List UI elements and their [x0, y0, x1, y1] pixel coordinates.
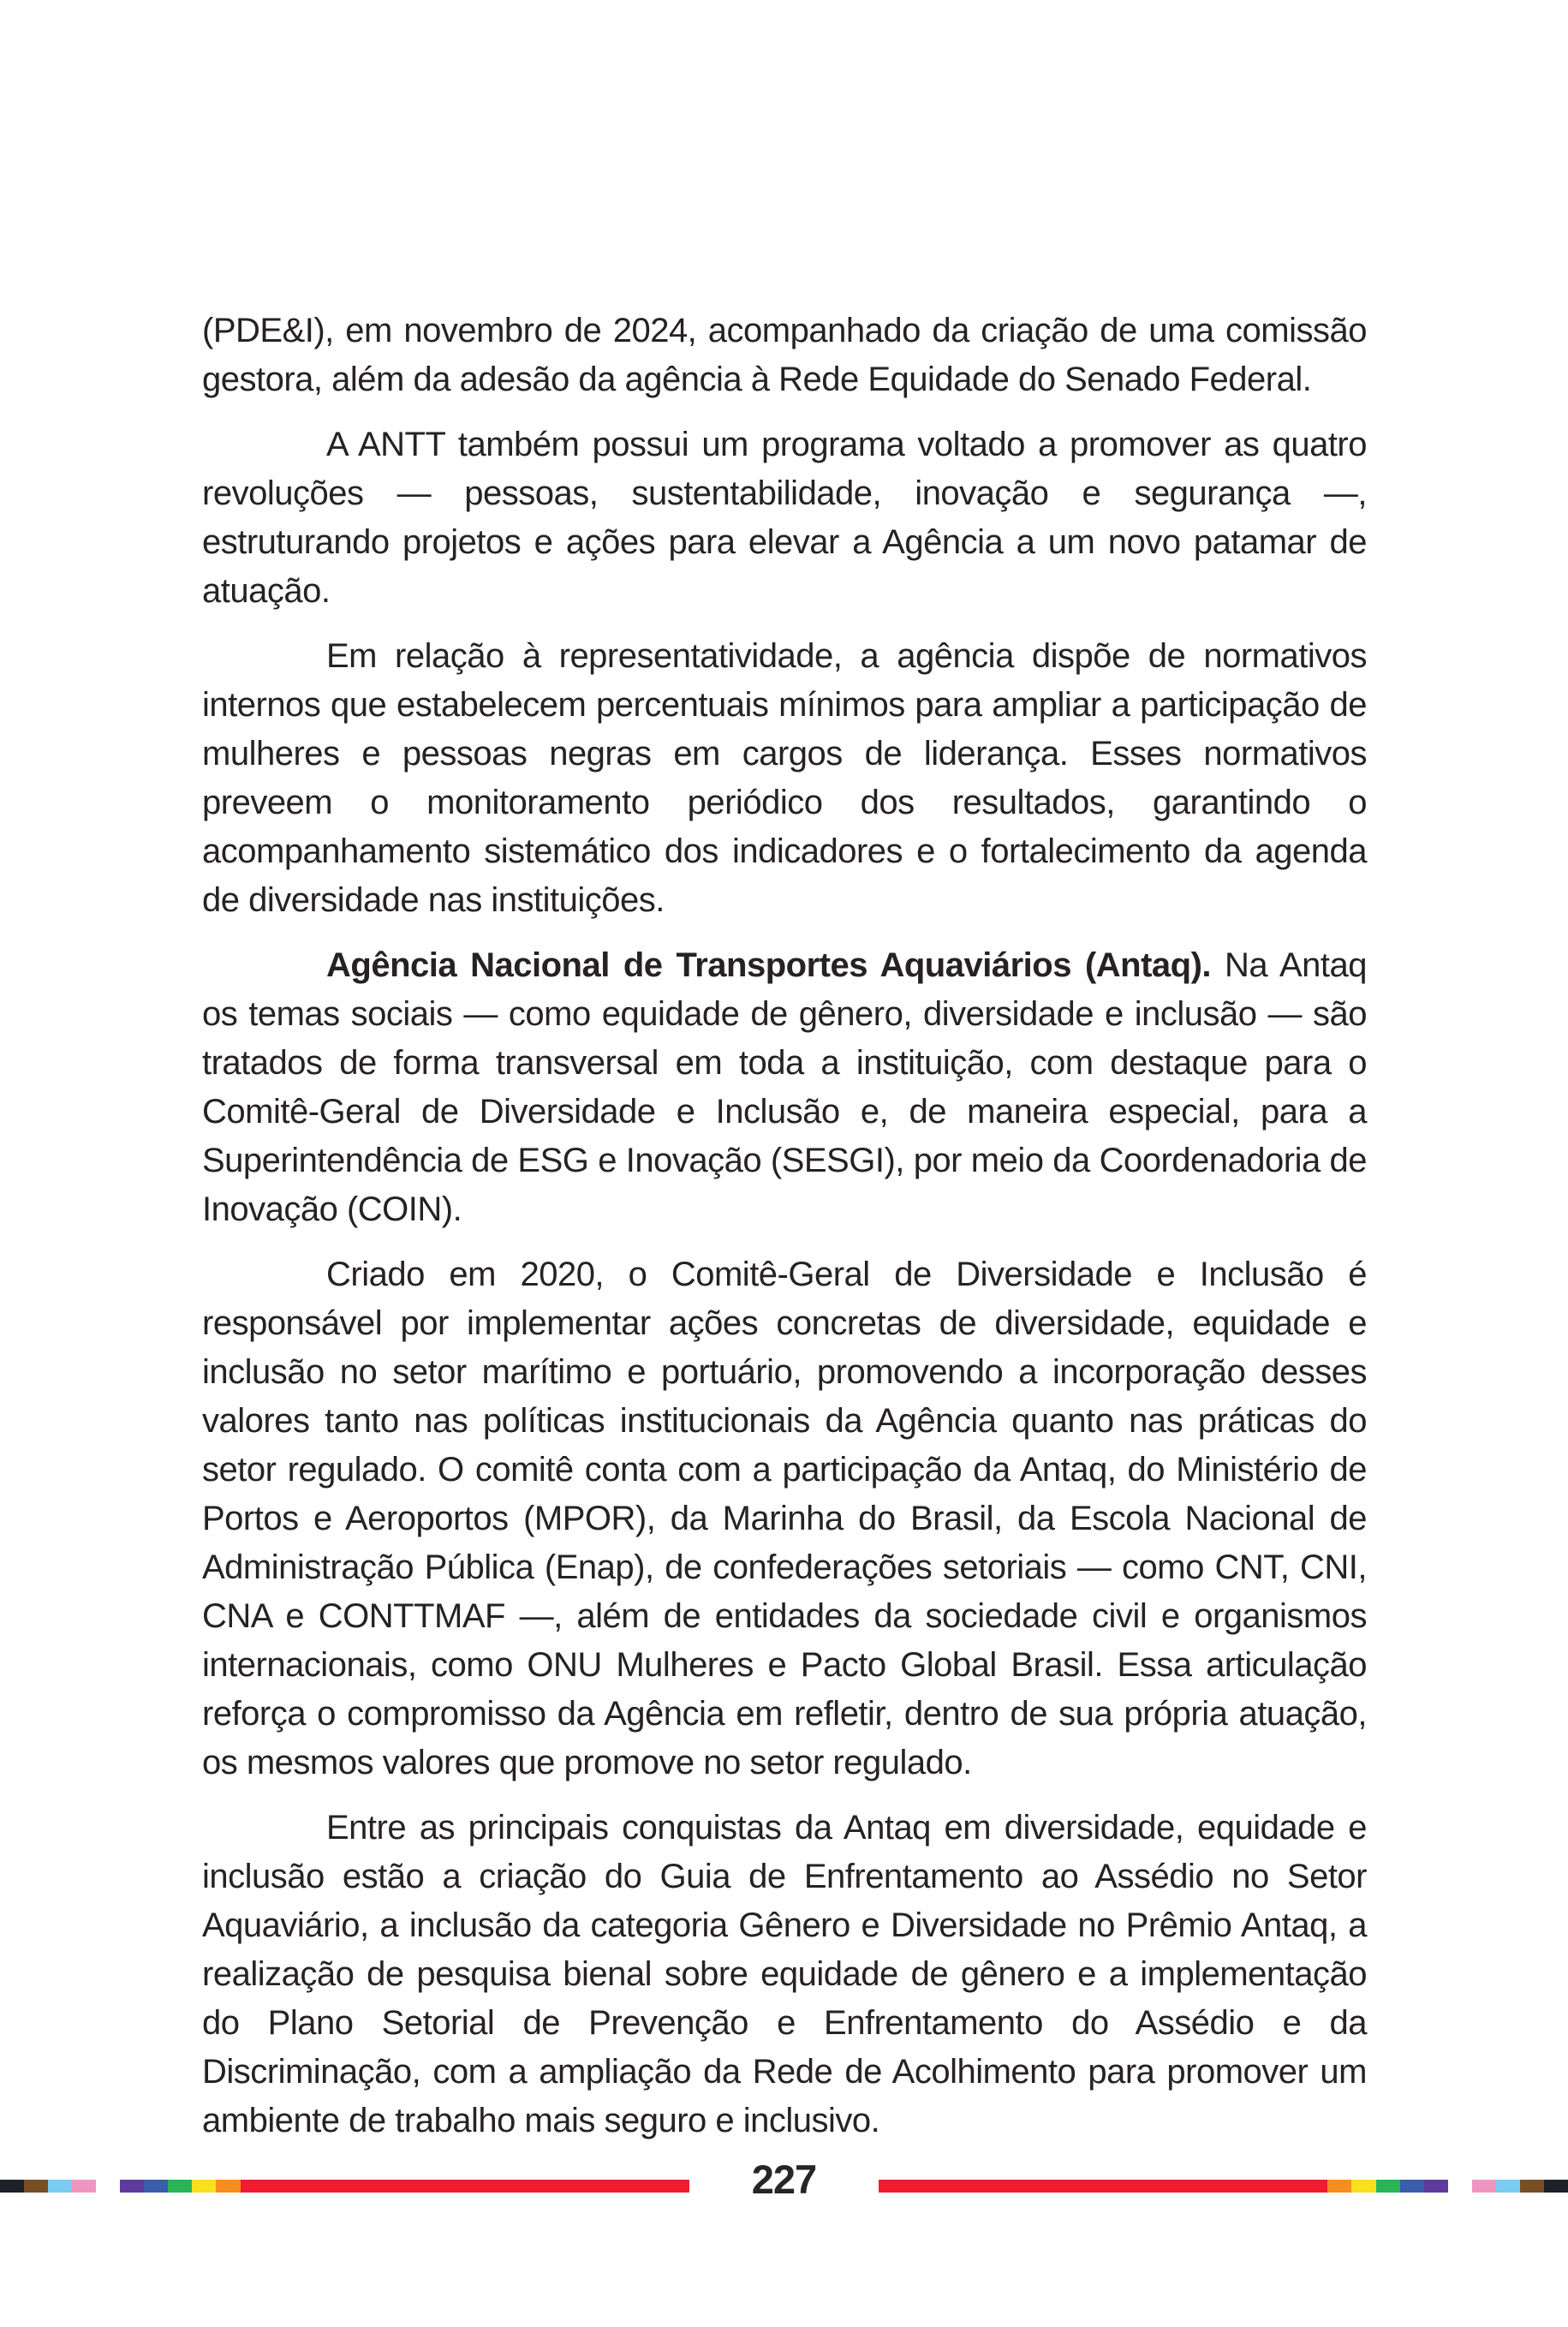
- paragraph: [202, 421, 1367, 616]
- paragraph-lead: Agência Nacional de Transportes Aquaviários (Antaq).: [326, 946, 1212, 984]
- pride-stripe-orange: [1327, 2180, 1351, 2193]
- pride-stripe-pink: [1472, 2180, 1496, 2193]
- pride-stripe-orange: [216, 2180, 241, 2193]
- paragraph: [202, 1804, 1367, 2145]
- paragraph-text: Em relação à representatividade, a agência dispõe de normativos internos que estabelecem percentuais mínimos para ampliar a participação de mulheres e pessoas negras em cargos de liderança. Esses normativos preveem o monitoramento periódico dos resultados, garantindo o acompanhamento sistemático dos indicadores e o fortalecimento da agenda de diversidade nas instituições.: [202, 637, 1367, 919]
- paragraph-text: Criado em 2020, o Comitê-Geral de Diversidade e Inclusão é responsável por implementar ações concretas de diversidade, equidade e inclusão no setor marítimo e portuário, promovendo a incorporação desses valores tanto nas políticas institucionais da Agência quanto nas práticas do setor regulado. O comitê conta com a participação da Antaq, do Ministério de Portos e Aeroportos (MPOR), da Marinha do Brasil, da Escola Nacional de Administração Pública (Enap), de confederações setoriais — como CNT, CNI, CNA e CONTTMAF —, além de entidades da sociedade civil e organismos internacionais, como ONU Mulheres e Pacto Global Brasil. Essa articulação reforça o compromisso da Agência em refletir, dentro de sua própria atuação, os mesmos valores que promove no setor regulado.: [202, 1256, 1367, 1781]
- paragraph-text: A ANTT também possui um programa voltado a promover as quatro revoluções — pessoas, sustentabilidade, inovação e segurança —, estruturando projetos e ações para elevar a Agência a um novo patamar de atuação.: [202, 426, 1367, 610]
- pride-stripe-purple: [1424, 2180, 1448, 2193]
- pride-stripe-black: [1544, 2180, 1568, 2193]
- pride-stripe-brown: [24, 2180, 48, 2193]
- paragraph: [202, 941, 1367, 1234]
- paragraph: [202, 632, 1367, 925]
- pride-stripe-yellow: [1351, 2180, 1376, 2193]
- pride-stripe-purple: [120, 2180, 144, 2193]
- pride-stripe-brown: [1520, 2180, 1544, 2193]
- pride-stripe-green: [1376, 2180, 1400, 2193]
- pride-stripe-pink: [72, 2180, 96, 2193]
- paragraph: [202, 307, 1367, 404]
- pride-stripe-blue: [1400, 2180, 1424, 2193]
- pride-stripe-blue: [144, 2180, 168, 2193]
- paragraph-text: Na Antaq os temas sociais — como equidade de gênero, diversidade e inclusão — são tratados de forma transversal em toda a instituição, com destaque para o Comitê-Geral de Diversidade e Inclusão e, de maneira especial, para a Superintendência de ESG e Inovação (SESGI), por meio da Coordenadoria de Inovação (COIN).: [202, 946, 1368, 1228]
- pride-stripe-yellow: [192, 2180, 216, 2193]
- page-body-text: [202, 307, 1367, 2162]
- pride-stripe-red: [879, 2180, 1327, 2193]
- pride-stripe-green: [168, 2180, 192, 2193]
- paragraph-text: Entre as principais conquistas da Antaq em diversidade, equidade e inclusão estão a criação do Guia de Enfrentamento ao Assédio no Setor Aquaviário, a inclusão da categoria Gênero e Diversidade no Prêmio Antaq, a realização de pesquisa bienal sobre equidade de gênero e a implementação do Plano Setorial de Prevenção e Enfrentamento do Assédio e da Discriminação, com a ampliação da Rede de Acolhimento para promover um ambiente de trabalho mais seguro e inclusivo.: [202, 1809, 1367, 2139]
- paragraph-text: (PDE&I), em novembro de 2024, acompanhado da criação de uma comissão gestora, além da adesão da agência à Rede Equidade do Senado Federal.: [202, 312, 1367, 398]
- page-number: 227: [751, 2157, 817, 2202]
- pride-stripe-black: [0, 2180, 24, 2193]
- paragraph: [202, 1250, 1367, 1787]
- pride-stripe-red: [241, 2180, 689, 2193]
- pride-stripe-lightBlue: [48, 2180, 72, 2193]
- pride-stripe-lightBlue: [1496, 2180, 1520, 2193]
